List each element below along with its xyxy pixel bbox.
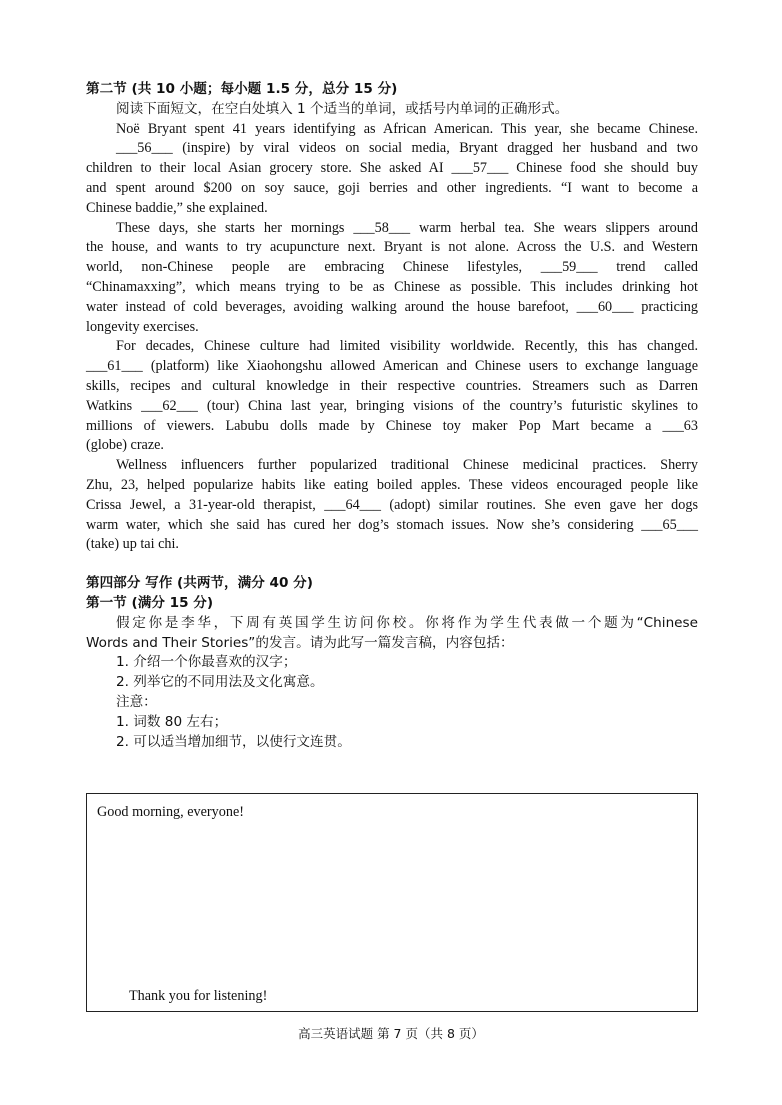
closing-text: Thank you for listening! bbox=[129, 988, 268, 1004]
section2-title: 第二节 (共 10 小题；每小题 1.5 分，总分 15 分) bbox=[86, 81, 398, 97]
passage-line: ___56___ (inspire) by viral videos on social media, Bryant dragged her husband and two bbox=[116, 140, 698, 157]
passage-line: Noë Bryant spent 41 years identifying as African American. This year, she became Chinese. bbox=[116, 120, 698, 137]
writing-prompt: Words and Their Stories”的发言。请为此写一篇发言稿，内容包括： bbox=[86, 634, 514, 651]
passage-line: Zhu, 23, helped popularize habits like eating boiled apples. These videos encouraged people like bbox=[86, 476, 698, 493]
answer-box[interactable] bbox=[86, 793, 698, 1012]
passage-line: children to their local Asian grocery store. She asked AI ___57___ Chinese food she should buy bbox=[86, 160, 698, 177]
passage-line: Watkins ___62___ (tour) China last year, bringing visions of the country’s futuristic skylines to bbox=[86, 397, 698, 414]
passage-line: warm water, which she said has cured her dog’s stomach issues. Now she’s considering ___65___ bbox=[86, 516, 698, 533]
passage-line: (take) up tai chi. bbox=[86, 536, 179, 553]
passage-line: “Chinamaxxing”, which means trying to be as Chinese as possible. This includes drinking hot bbox=[86, 278, 698, 295]
passage-line: Crissa Jewel, a 31-year-old therapist, ___64___ (adopt) similar routines. She even gave her dogs bbox=[86, 496, 698, 513]
section2-instruction: 阅读下面短文，在空白处填入 1 个适当的单词，或括号内单词的正确形式。 bbox=[116, 100, 569, 117]
note-item: 2. 可以适当增加细节，以使行文连贯。 bbox=[116, 733, 351, 750]
writing-section-title: 第一节 (满分 15 分) bbox=[86, 594, 214, 611]
passage-line: These days, she starts her mornings ___58___ warm herbal tea. She wears slippers around bbox=[116, 219, 698, 236]
requirement-item: 2. 列举它的不同用法及文化寓意。 bbox=[116, 674, 324, 691]
passage-line: longevity exercises. bbox=[86, 318, 199, 335]
passage-line: (globe) craze. bbox=[86, 437, 164, 454]
part4-title: 第四部分 写作 (共两节，满分 40 分) bbox=[86, 575, 313, 592]
passage-line: and spent around $200 on soy sauce, goji berries and other ingredients. “I want to become a bbox=[86, 179, 698, 196]
passage-line: For decades, Chinese culture had limited visibility worldwide. Recently, this has changed. bbox=[116, 338, 698, 355]
page-footer: 高三英语试题 第 7 页（共 8 页） bbox=[298, 1026, 484, 1041]
passage-line: ___61___ (platform) like Xiaohongshu allowed American and Chinese users to exchange language bbox=[86, 358, 698, 375]
requirement-item: 1. 介绍一个你最喜欢的汉字； bbox=[116, 654, 297, 671]
passage-line: Wellness influencers further popularized traditional Chinese medicinal practices. Sherry bbox=[116, 457, 698, 474]
writing-prompt: 假定你是李华，下周有英国学生访问你校。你将作为学生代表做一个题为“Chinese bbox=[116, 614, 698, 631]
passage-line: water instead of cold beverages, avoiding walking around the house barefoot, ___60___ practicing bbox=[86, 298, 698, 315]
passage-line: skills, recipes and cultural knowledge in their respective countries. Streamers such as Darren bbox=[86, 377, 698, 394]
passage-line: Chinese baddie,” she explained. bbox=[86, 199, 268, 216]
exam-page bbox=[86, 80, 698, 752]
passage-line: millions of viewers. Labubu dolls made by Chinese toy maker Pop Mart became a ___63 bbox=[86, 417, 698, 434]
note-item: 1. 词数 80 左右； bbox=[116, 713, 228, 730]
passage-line: the house, and wants to try acupuncture next. Bryant is not alone. Across the U.S. and Western bbox=[86, 239, 698, 256]
passage-line: world, non-Chinese people are embracing Chinese lifestyles, ___59___ trend called bbox=[86, 259, 698, 276]
greeting-text: Good morning, everyone! bbox=[97, 804, 244, 820]
note-label: 注意： bbox=[116, 693, 157, 710]
